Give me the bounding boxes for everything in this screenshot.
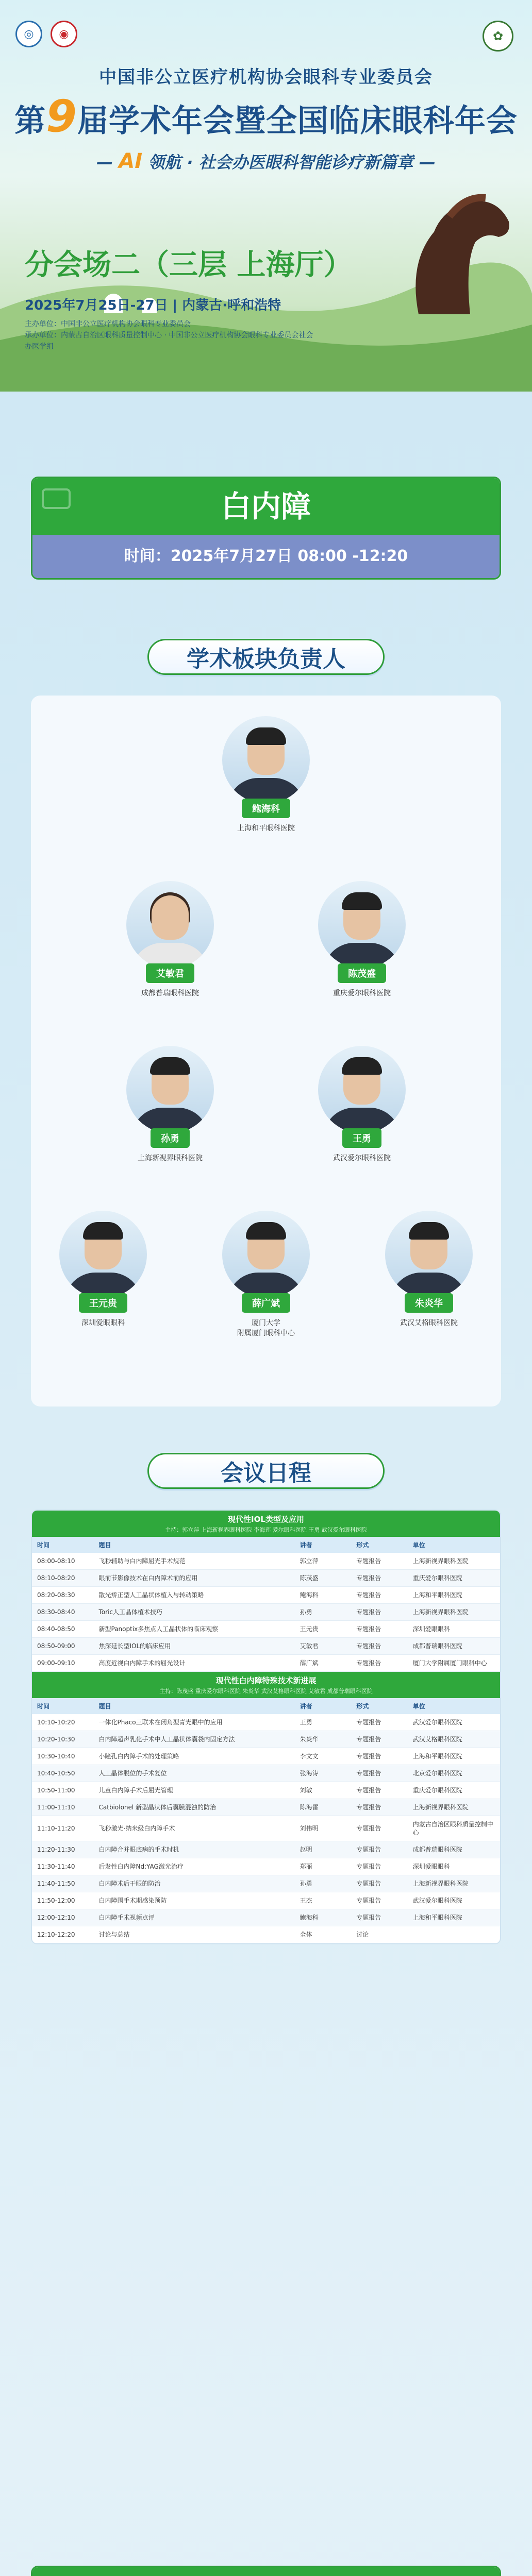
column-header: 讲者 bbox=[300, 1541, 312, 1549]
table-cell: 重庆爱尔眼科医院 bbox=[412, 1787, 462, 1794]
table-cell: 焦深延长型IOL的临床应用 bbox=[98, 1642, 171, 1650]
table-cell: 11:10-11:20 bbox=[37, 1825, 75, 1832]
table-cell: 10:20-10:30 bbox=[37, 1736, 75, 1743]
table-cell: 深圳爱眼眼科 bbox=[412, 1863, 450, 1870]
session-time: 时间：2025年7月27日 08:00 -12:20 bbox=[32, 535, 500, 578]
avatar bbox=[126, 1046, 214, 1133]
block-title: 现代性IOL类型及应用 bbox=[32, 1511, 500, 1526]
leader-name: 王元贵 bbox=[79, 1293, 127, 1313]
table-cell: 白内障术后干眼的防治 bbox=[98, 1880, 161, 1887]
column-header: 单位 bbox=[412, 1541, 425, 1549]
table-cell: 白内障围手术期感染预防 bbox=[98, 1897, 167, 1904]
table-row bbox=[32, 1748, 500, 1765]
leaders-heading: 学术板块负责人 bbox=[147, 639, 385, 675]
leader-name: 陈茂盛 bbox=[338, 963, 386, 983]
table-cell: 专题报告 bbox=[356, 1863, 381, 1870]
table-cell: 孙勇 bbox=[300, 1880, 312, 1887]
table-row bbox=[32, 1621, 500, 1638]
table-cell: 李文文 bbox=[300, 1753, 319, 1760]
conference-title: 第9届学术年会暨全国临床眼科年会 bbox=[14, 91, 518, 142]
leader-name: 孙勇 bbox=[151, 1128, 190, 1148]
agenda-table-morning bbox=[31, 1510, 501, 1944]
table-cell: 专题报告 bbox=[356, 1608, 381, 1616]
table-cell: 专题报告 bbox=[356, 1557, 381, 1565]
table-cell: 专题报告 bbox=[356, 1804, 381, 1811]
table-cell: 后发性白内障Nd:YAG激光治疗 bbox=[98, 1863, 184, 1870]
table-cell: 成都普瑞眼科医院 bbox=[412, 1642, 462, 1650]
leaders-panel bbox=[31, 696, 501, 1406]
avatar bbox=[318, 881, 406, 969]
column-header: 单位 bbox=[412, 1703, 425, 1710]
leader-card bbox=[214, 1211, 318, 1338]
conference-dates: 2025年7月25日-27日 | 内蒙古·呼和浩特 bbox=[25, 298, 281, 313]
table-cell: 上海新视界眼科医院 bbox=[412, 1880, 469, 1887]
leader-affiliation: 上海和平眼科医院 bbox=[237, 824, 295, 833]
table-cell: 赵明 bbox=[300, 1846, 312, 1853]
table-cell: Toric人工晶体植术技巧 bbox=[98, 1608, 162, 1616]
table-cell: 上海和平眼科医院 bbox=[412, 1591, 462, 1599]
table-cell: 陈茂盛 bbox=[300, 1574, 319, 1582]
table-row bbox=[32, 1841, 500, 1858]
table-cell: 刘敏 bbox=[300, 1787, 312, 1794]
leader-name: 鲍海科 bbox=[242, 799, 290, 818]
block-chairs: 主持：郭立萍 上海新视界眼科医院 李海莲 爱尔眼科医院 王勇 武汉爱尔眼科医院 bbox=[32, 1526, 500, 1537]
table-cell: 11:20-11:30 bbox=[37, 1846, 75, 1853]
table-cell: 人工晶体脱位的手术复位 bbox=[98, 1770, 167, 1777]
table-cell: 专题报告 bbox=[356, 1914, 381, 1921]
table-cell: 专题报告 bbox=[356, 1897, 381, 1904]
table-cell: 09:00-09:10 bbox=[37, 1659, 75, 1667]
block-title: 现代性白内障特殊技术新进展 bbox=[32, 1672, 500, 1687]
organizer-note: 主办单位：中国非公立医疗机构协会眼科专业委员会 承办单位：内蒙古自治区眼科质量控制中心 · 中国非公立医疗机构协会眼科专业委员会社会办医学组 bbox=[25, 320, 313, 351]
table-row bbox=[32, 1731, 500, 1748]
table-cell: 10:40-10:50 bbox=[37, 1770, 75, 1777]
table-cell: 讨论与总结 bbox=[98, 1931, 130, 1938]
table-row bbox=[32, 1655, 500, 1672]
leader-affiliation: 武汉爱尔眼科医院 bbox=[333, 1154, 391, 1162]
leader-card bbox=[214, 716, 318, 834]
table-row bbox=[32, 1816, 500, 1841]
leader-affiliation: 厦门大学 附属厦门眼科中心 bbox=[237, 1319, 295, 1337]
table-cell: 11:50-12:00 bbox=[37, 1897, 75, 1904]
leader-card bbox=[310, 1046, 413, 1163]
leader-affiliation: 成都普瑞眼科医院 bbox=[141, 989, 199, 997]
table-cell: 王勇 bbox=[300, 1719, 312, 1726]
video-camera-icon bbox=[42, 488, 71, 509]
table-cell: 散光矫正型人工晶状体植入与转动策略 bbox=[98, 1591, 204, 1599]
hero-banner bbox=[0, 0, 532, 392]
table-row bbox=[32, 1782, 500, 1799]
table-cell: 08:40-08:50 bbox=[37, 1625, 75, 1633]
table-cell: 12:00-12:10 bbox=[37, 1914, 75, 1921]
table-cell: 08:10-08:20 bbox=[37, 1574, 75, 1582]
table-cell bbox=[408, 1930, 500, 1939]
table-row bbox=[32, 1858, 500, 1875]
conference-slogan: — AI 领航 · 社会办医眼科智能诊疗新篇章 — bbox=[96, 149, 436, 173]
table-cell: 专题报告 bbox=[356, 1736, 381, 1743]
table-cell: 专题报告 bbox=[356, 1753, 381, 1760]
table-cell: 儿童白内障手术后屈光管理 bbox=[98, 1787, 173, 1794]
table-cell: 郑丽 bbox=[300, 1863, 312, 1870]
table-cell: 全体 bbox=[300, 1931, 312, 1938]
table-row bbox=[32, 1909, 500, 1926]
table-cell: 白内障超声乳化手术中人工晶状体囊袋内固定方法 bbox=[98, 1736, 235, 1743]
column-header: 时间 bbox=[37, 1703, 50, 1710]
table-cell: 刘伟明 bbox=[300, 1825, 319, 1832]
table-cell: 朱炎华 bbox=[300, 1736, 319, 1743]
table-cell: 北京爱尔眼科医院 bbox=[412, 1770, 462, 1777]
table-row bbox=[32, 1638, 500, 1655]
table-cell: 专题报告 bbox=[356, 1787, 381, 1794]
table-row bbox=[32, 1587, 500, 1604]
table-cell: 成都普瑞眼科医院 bbox=[412, 1846, 462, 1853]
table-cell: 小瞳孔白内障手术的处理策略 bbox=[98, 1753, 179, 1760]
session-title-card bbox=[31, 2566, 501, 2576]
table-cell: 薛广斌 bbox=[300, 1659, 319, 1667]
leader-name: 朱炎华 bbox=[405, 1293, 453, 1313]
table-cell: 鲍海科 bbox=[300, 1914, 319, 1921]
organizer-name: 中国非公立医疗机构协会眼科专业委员会 bbox=[99, 67, 433, 88]
table-cell: 武汉艾格眼科医院 bbox=[412, 1736, 462, 1743]
table-cell: 新型Panoptix多焦点人工晶状体的临床观察 bbox=[98, 1625, 219, 1633]
table-cell: 武汉爱尔眼科医院 bbox=[412, 1719, 462, 1726]
table-cell: 上海和平眼科医院 bbox=[412, 1914, 462, 1921]
table-row bbox=[32, 1604, 500, 1621]
table-cell: 内蒙古自治区眼科质量控制中心 bbox=[412, 1821, 493, 1836]
session-title-card bbox=[31, 477, 501, 580]
avatar bbox=[59, 1211, 147, 1298]
table-cell: 高度近视白内障手术的屈光设计 bbox=[98, 1659, 186, 1667]
leader-card bbox=[119, 1046, 222, 1163]
table-cell: 专题报告 bbox=[356, 1591, 381, 1599]
session-title: 白内障 bbox=[221, 489, 311, 524]
table-cell: 专题报告 bbox=[356, 1825, 381, 1832]
column-header: 题目 bbox=[98, 1541, 111, 1549]
table-cell: 08:50-09:00 bbox=[37, 1642, 75, 1650]
column-header: 题目 bbox=[98, 1703, 111, 1710]
table-cell: 10:30-10:40 bbox=[37, 1753, 75, 1760]
table-cell: 08:20-08:30 bbox=[37, 1591, 75, 1599]
column-headers bbox=[32, 1537, 500, 1553]
table-cell: 上海新视界眼科医院 bbox=[412, 1557, 469, 1565]
table-cell: 11:30-11:40 bbox=[37, 1863, 75, 1870]
table-cell: 专题报告 bbox=[356, 1719, 381, 1726]
leader-name: 艾敏君 bbox=[146, 963, 194, 983]
table-row bbox=[32, 1714, 500, 1731]
table-cell: Catbiolonel 新型晶状体后囊膜混浊的防治 bbox=[98, 1804, 217, 1811]
leader-card bbox=[52, 1211, 155, 1328]
avatar bbox=[222, 716, 310, 804]
table-cell: 12:10-12:20 bbox=[37, 1931, 75, 1938]
table-cell: 重庆爱尔眼科医院 bbox=[412, 1574, 462, 1582]
table-cell: 专题报告 bbox=[356, 1659, 381, 1667]
venue-title: 分会场二（三层 上海厅） bbox=[25, 248, 353, 282]
table-cell: 11:40-11:50 bbox=[37, 1880, 75, 1887]
table-cell: 专题报告 bbox=[356, 1625, 381, 1633]
table-cell: 上海和平眼科医院 bbox=[412, 1753, 462, 1760]
table-cell: 眼前节影像技术在白内障术前的应用 bbox=[98, 1574, 198, 1582]
table-cell: 讨论 bbox=[356, 1931, 369, 1938]
column-header: 讲者 bbox=[300, 1703, 312, 1710]
table-cell: 专题报告 bbox=[356, 1770, 381, 1777]
avatar bbox=[222, 1211, 310, 1298]
table-cell: 飞秒辅助与白内障屈光手术规范 bbox=[98, 1557, 186, 1565]
table-cell: 深圳爱眼眼科 bbox=[412, 1625, 450, 1633]
table-cell: 王元贵 bbox=[300, 1625, 319, 1633]
table-cell: 武汉爱尔眼科医院 bbox=[412, 1897, 462, 1904]
table-cell: 孙勇 bbox=[300, 1608, 312, 1616]
block-chairs: 主持：陈茂盛 重庆爱尔眼科医院 朱炎华 武汉艾格眼科医院 艾敏君 成都普瑞眼科医院 bbox=[32, 1687, 500, 1698]
host-logo: ✿ bbox=[483, 21, 513, 52]
table-cell: 08:00-08:10 bbox=[37, 1557, 75, 1565]
table-cell: 专题报告 bbox=[356, 1574, 381, 1582]
table-cell: 上海新视界眼科医院 bbox=[412, 1608, 469, 1616]
table-cell: 10:50-11:00 bbox=[37, 1787, 75, 1794]
column-header: 时间 bbox=[37, 1541, 50, 1549]
table-cell: 厦门大学附属厦门眼科中心 bbox=[412, 1659, 487, 1667]
table-cell: 08:30-08:40 bbox=[37, 1608, 75, 1616]
table-cell: 郭立萍 bbox=[300, 1557, 319, 1565]
association-logo: ◎ bbox=[15, 21, 42, 47]
leader-name: 王勇 bbox=[342, 1128, 381, 1148]
table-cell: 专题报告 bbox=[356, 1642, 381, 1650]
table-row bbox=[32, 1570, 500, 1587]
table-row bbox=[32, 1892, 500, 1909]
table-row bbox=[32, 1553, 500, 1570]
table-row bbox=[32, 1926, 500, 1943]
leader-affiliation: 武汉艾格眼科医院 bbox=[400, 1319, 458, 1327]
table-cell: 10:10-10:20 bbox=[37, 1719, 75, 1726]
table-cell: 11:00-11:10 bbox=[37, 1804, 75, 1811]
leader-card bbox=[377, 1211, 480, 1328]
avatar bbox=[385, 1211, 473, 1298]
table-cell: 白内障手术视频点评 bbox=[98, 1914, 155, 1921]
horse-head-sculpture-icon bbox=[388, 185, 517, 319]
table-cell: 艾敏君 bbox=[300, 1642, 319, 1650]
leader-card bbox=[310, 881, 413, 998]
table-cell: 白内障合并眼底病的手术时机 bbox=[98, 1846, 179, 1853]
table-cell: 张海涛 bbox=[300, 1770, 319, 1777]
table-cell: 飞秒激光·纳米级白内障手术 bbox=[98, 1825, 175, 1832]
table-cell: 陈海雷 bbox=[300, 1804, 319, 1811]
table-row bbox=[32, 1799, 500, 1816]
table-cell: 王杰 bbox=[300, 1897, 312, 1904]
leader-affiliation: 上海新视界眼科医院 bbox=[138, 1154, 203, 1162]
table-cell: 专题报告 bbox=[356, 1880, 381, 1887]
agenda-heading: 会议日程 bbox=[147, 1453, 385, 1489]
leader-card bbox=[119, 881, 222, 998]
table-row bbox=[32, 1875, 500, 1892]
leader-affiliation: 重庆爱尔眼科医院 bbox=[333, 989, 391, 997]
table-cell: 上海新视界眼科医院 bbox=[412, 1804, 469, 1811]
column-header: 形式 bbox=[356, 1541, 369, 1549]
leader-affiliation: 深圳爱眼眼科 bbox=[81, 1319, 125, 1327]
committee-logo: ◉ bbox=[51, 21, 77, 47]
column-headers bbox=[32, 1698, 500, 1714]
avatar bbox=[318, 1046, 406, 1133]
avatar bbox=[126, 881, 214, 969]
table-cell: 专题报告 bbox=[356, 1846, 381, 1853]
table-cell: 一体化Phaco三联术在闭角型青光眼中的应用 bbox=[98, 1719, 223, 1726]
column-header: 形式 bbox=[356, 1703, 369, 1710]
leader-name: 薛广斌 bbox=[242, 1293, 290, 1313]
table-row bbox=[32, 1765, 500, 1782]
table-cell: 鲍海科 bbox=[300, 1591, 319, 1599]
